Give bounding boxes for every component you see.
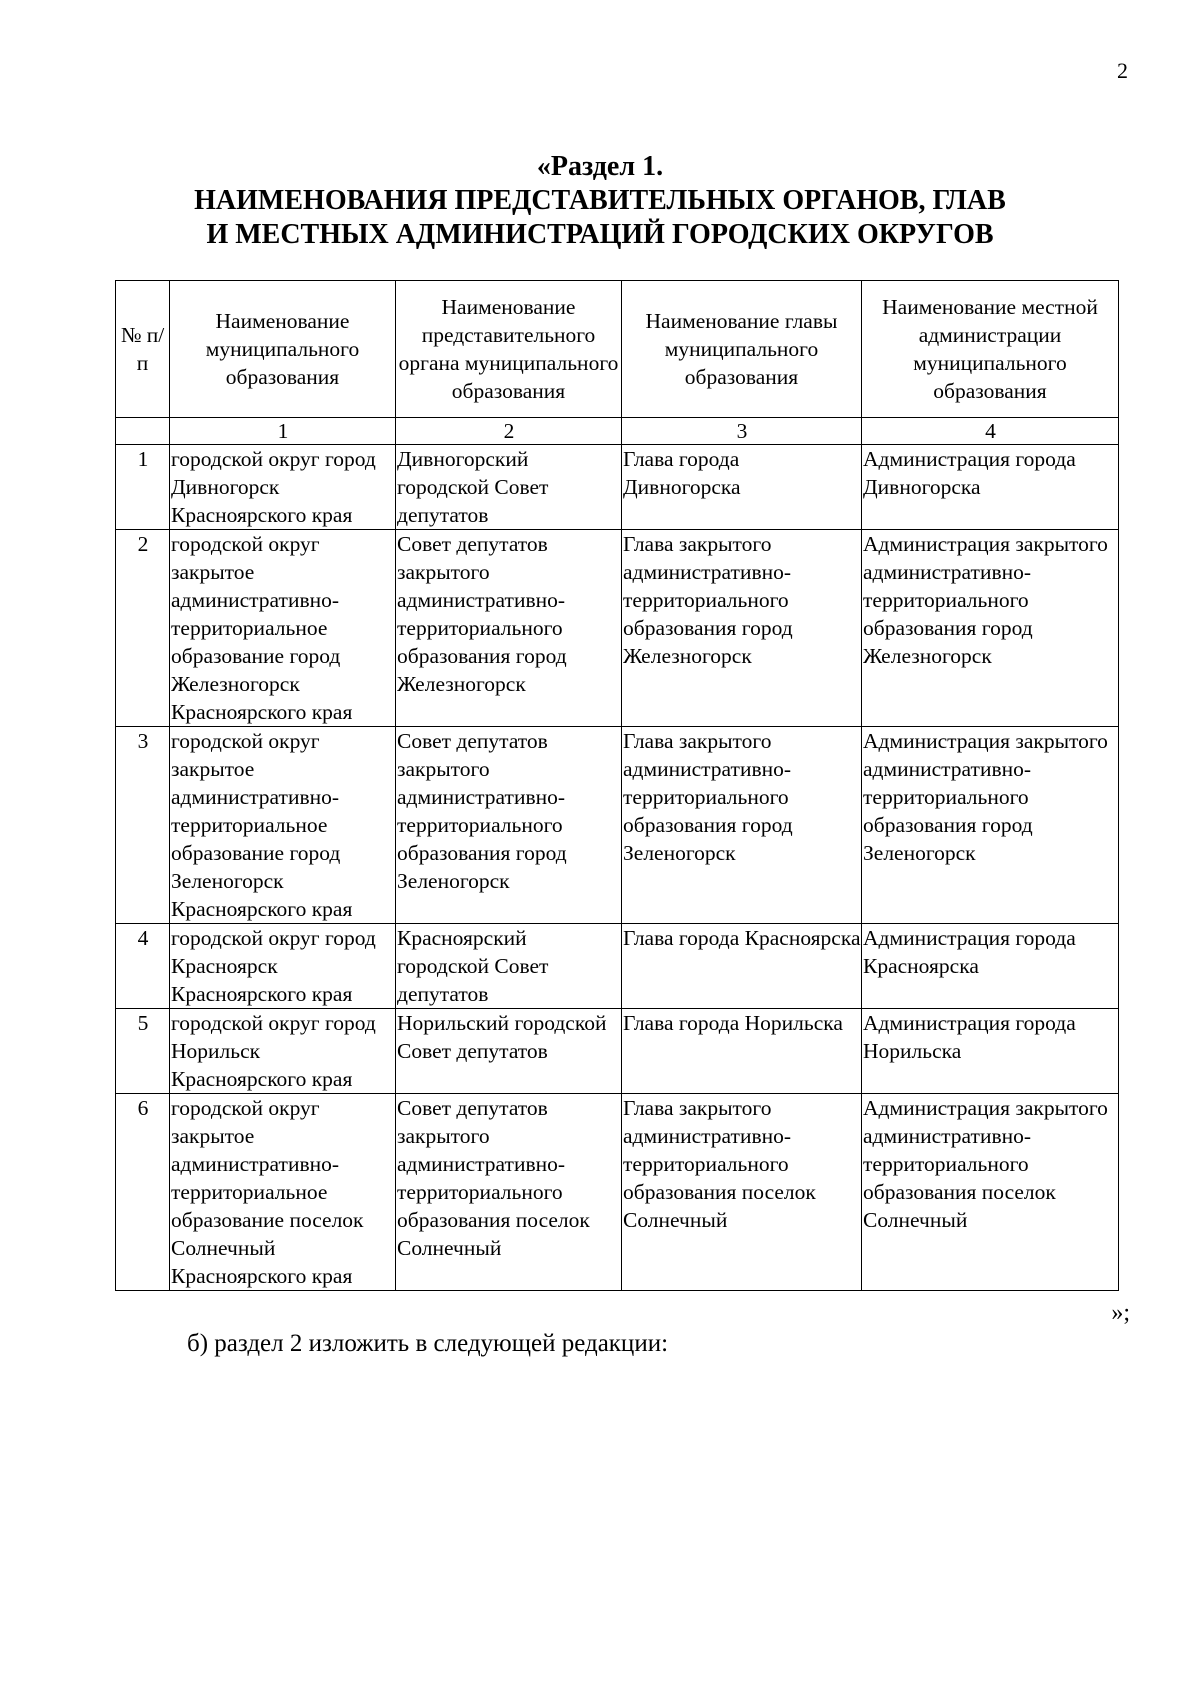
column-number xyxy=(116,418,170,445)
amendment-paragraph: б) раздел 2 изложить в следующей редакции: xyxy=(187,1330,669,1357)
head-cell: Глава закрытого административно-территориального образования поселок Солнечный xyxy=(622,1094,862,1291)
column-number-row xyxy=(116,418,1119,445)
administration-cell: Администрация закрытого административно-территориального образования город Железногорск xyxy=(862,530,1119,727)
row-number: 5 xyxy=(116,1009,170,1094)
municipality-cell: городской округ закрытое административно-территориальное образование поселок Солнечный Красноярского края xyxy=(170,1094,396,1291)
section-subtitle-line-1: НАИМЕНОВАНИЯ ПРЕДСТАВИТЕЛЬНЫХ ОРГАНОВ, ГЛАВ xyxy=(194,185,1006,216)
administration-cell: Администрация города Красноярска xyxy=(862,924,1119,1009)
municipality-cell: городской округ город Красноярск Красноярского края xyxy=(170,924,396,1009)
representative-body-cell: Совет депутатов закрытого административно-территориального образования поселок Солнечный xyxy=(396,1094,622,1291)
row-number: 2 xyxy=(116,530,170,727)
table-row xyxy=(116,727,1119,924)
administration-cell: Администрация закрытого административно-территориального образования поселок Солнечный xyxy=(862,1094,1119,1291)
table-row xyxy=(116,445,1119,530)
municipality-cell: городской округ закрытое административно-территориальное образование город Зеленогорск Красноярского края xyxy=(170,727,396,924)
representative-body-cell: Норильский городской Совет депутатов xyxy=(396,1009,622,1094)
closing-quote: »; xyxy=(1111,1300,1130,1326)
header-administration: Наименование местной администрации муниципального образования xyxy=(862,281,1119,418)
table-row xyxy=(116,1009,1119,1094)
header-head: Наименование главы муниципального образования xyxy=(622,281,862,418)
header-representative-body: Наименование представительного органа муниципального образования xyxy=(396,281,622,418)
row-number: 1 xyxy=(116,445,170,530)
table-header-row xyxy=(116,281,1119,418)
section-subtitle-line-2: И МЕСТНЫХ АДМИНИСТРАЦИЙ ГОРОДСКИХ ОКРУГОВ xyxy=(206,219,994,250)
table-row xyxy=(116,924,1119,1009)
representative-body-cell: Совет депутатов закрытого административно-территориального образования город Зеленогорск xyxy=(396,727,622,924)
column-number: 1 xyxy=(170,418,396,445)
header-number: № п/п xyxy=(116,281,170,418)
head-cell: Глава города Красноярска xyxy=(622,924,862,1009)
table-row xyxy=(116,530,1119,727)
page-number: 2 xyxy=(1117,58,1128,83)
head-cell: Глава закрытого административно-территориального образования город Зеленогорск xyxy=(622,727,862,924)
head-cell: Глава закрытого административно-территориального образования город Железногорск xyxy=(622,530,862,727)
administration-cell: Администрация закрытого административно-территориального образования город Зеленогорск xyxy=(862,727,1119,924)
municipal-bodies-table xyxy=(115,280,1119,1291)
row-number: 3 xyxy=(116,727,170,924)
row-number: 4 xyxy=(116,924,170,1009)
representative-body-cell: Дивногорский городской Совет депутатов xyxy=(396,445,622,530)
section-heading xyxy=(0,150,1200,252)
municipality-cell: городской округ закрытое административно-территориальное образование город Железногорск Красноярского края xyxy=(170,530,396,727)
column-number: 3 xyxy=(622,418,862,445)
municipality-cell: городской округ город Норильск Красноярского края xyxy=(170,1009,396,1094)
row-number: 6 xyxy=(116,1094,170,1291)
head-cell: Глава города Норильска xyxy=(622,1009,862,1094)
column-number: 2 xyxy=(396,418,622,445)
representative-body-cell: Совет депутатов закрытого административно-территориального образования город Железногорск xyxy=(396,530,622,727)
administration-cell: Администрация города Норильска xyxy=(862,1009,1119,1094)
section-title: «Раздел 1. xyxy=(536,151,664,182)
municipality-cell: городской округ город Дивногорск Красноярского края xyxy=(170,445,396,530)
column-number: 4 xyxy=(862,418,1119,445)
administration-cell: Администрация города Дивногорска xyxy=(862,445,1119,530)
head-cell: Глава города Дивногорска xyxy=(622,445,862,530)
table-row xyxy=(116,1094,1119,1291)
representative-body-cell: Красноярский городской Совет депутатов xyxy=(396,924,622,1009)
header-municipality: Наименование муниципального образования xyxy=(170,281,396,418)
